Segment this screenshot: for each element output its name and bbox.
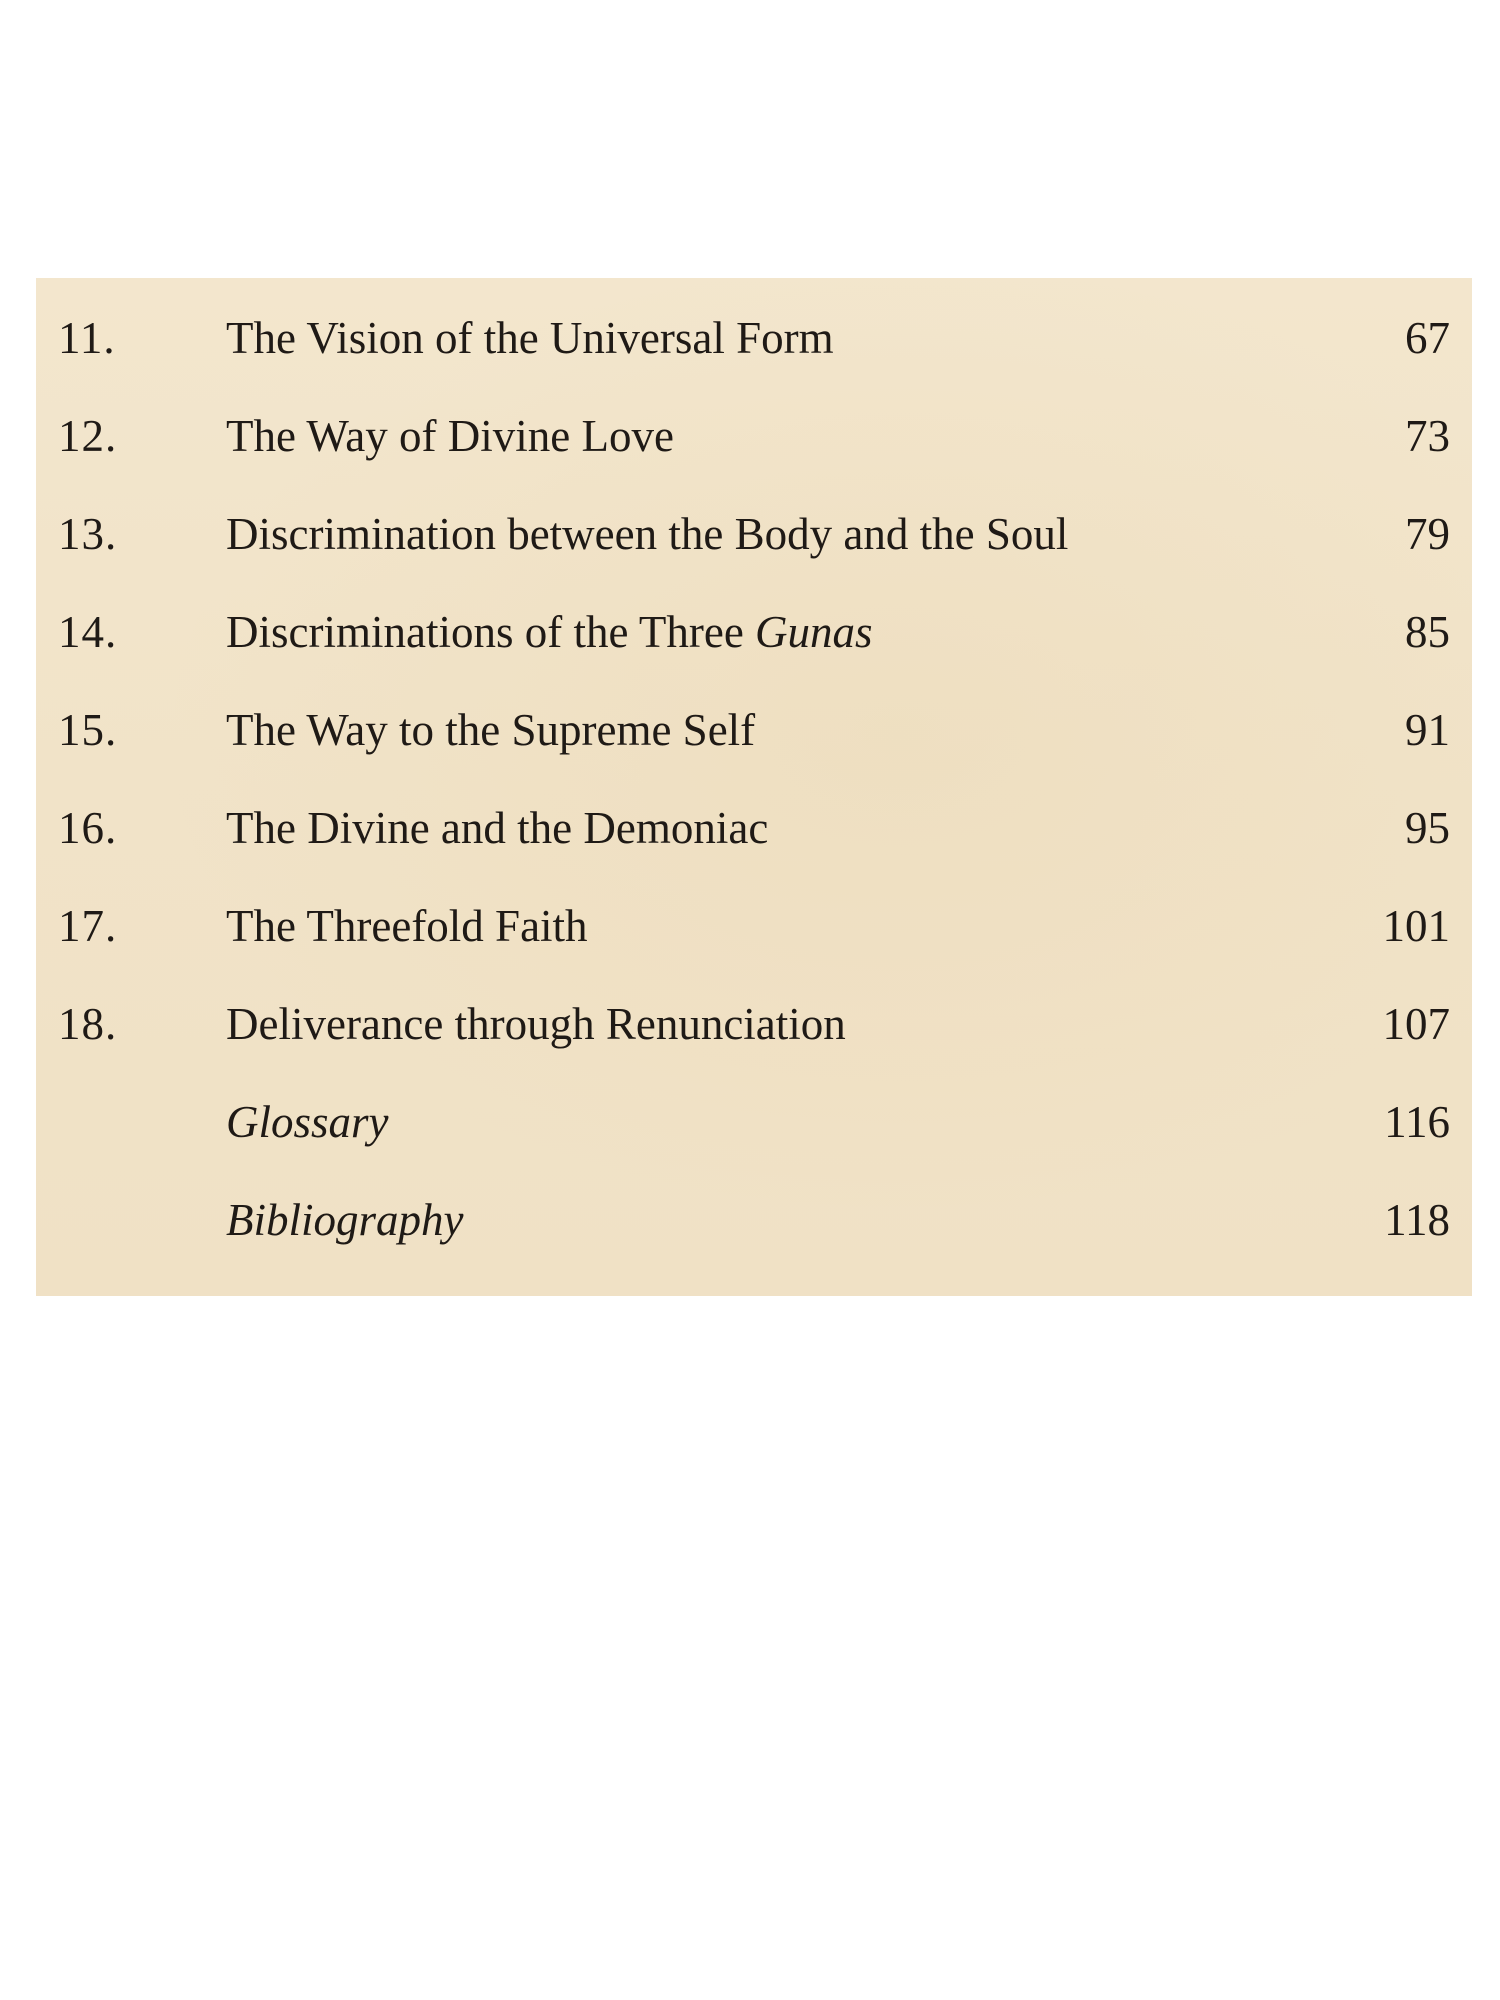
page-number: 85 [1405, 607, 1450, 657]
toc-entry-bibliography [36, 1190, 1472, 1250]
page-number: 95 [1405, 803, 1450, 853]
chapter-title-text: Discriminations of the Three [226, 607, 756, 657]
chapter-number: 11. [58, 313, 116, 363]
page-number: 67 [1405, 313, 1450, 363]
chapter-title: The Way of Divine Love [226, 411, 674, 461]
chapter-number: 14. [58, 607, 118, 657]
chapter-number: 13. [58, 509, 118, 559]
scanned-page [36, 278, 1472, 1296]
chapter-number: 18. [58, 999, 118, 1049]
chapter-title: Discrimination between the Body and the Soul [226, 509, 1069, 559]
page-number: 101 [1382, 901, 1450, 951]
chapter-title [226, 602, 873, 662]
page-number: 118 [1384, 1195, 1450, 1245]
chapter-number: 17. [58, 901, 118, 951]
page-number: 91 [1405, 705, 1450, 755]
chapter-number: 16. [58, 803, 118, 853]
toc-entry-glossary [36, 1092, 1472, 1152]
chapter-title: The Divine and the Demoniac [226, 803, 769, 853]
chapter-number: 12. [58, 411, 118, 461]
chapter-title-italic: Gunas [755, 607, 873, 657]
page-number: 107 [1382, 999, 1450, 1049]
toc-entry-11 [36, 308, 1472, 368]
chapter-title: The Vision of the Universal Form [226, 313, 834, 363]
toc-entry-15 [36, 700, 1472, 760]
glossary-title: Glossary [226, 1097, 389, 1147]
toc-entry-13 [36, 504, 1472, 564]
page-number: 79 [1405, 509, 1450, 559]
chapter-title: The Way to the Supreme Self [226, 705, 756, 755]
page-number: 73 [1405, 411, 1450, 461]
toc-entry-16 [36, 798, 1472, 858]
toc-entry-12 [36, 406, 1472, 466]
page-number: 116 [1384, 1097, 1450, 1147]
bibliography-title: Bibliography [226, 1195, 464, 1245]
toc-entry-14 [36, 602, 1472, 662]
chapter-number: 15. [58, 705, 118, 755]
chapter-title: Deliverance through Renunciation [226, 999, 846, 1049]
toc-entry-17 [36, 896, 1472, 956]
toc-entry-18 [36, 994, 1472, 1054]
chapter-title: The Threefold Faith [226, 901, 588, 951]
